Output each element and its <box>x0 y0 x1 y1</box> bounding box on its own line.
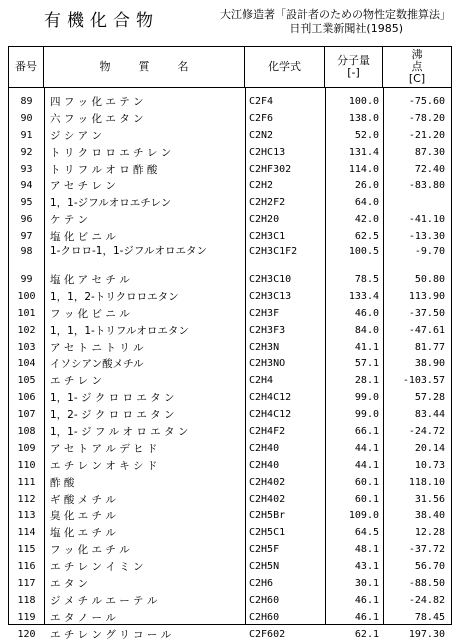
table-row <box>9 127 451 144</box>
row-boiling-point: 197.30 <box>408 628 445 640</box>
row-number: 89 <box>20 95 33 107</box>
row-boiling-point: 56.70 <box>414 561 445 573</box>
row-boiling-point: -24.82 <box>408 594 445 606</box>
row-number: 101 <box>17 307 36 319</box>
row-substance-name: 1，2- ジ ク ロ ロ エ タ ン <box>50 409 175 422</box>
row-boiling-point: 83.44 <box>414 409 445 421</box>
row-substance-name: 1，1，1-トリフルオロエタン <box>50 324 189 337</box>
table-rows <box>9 93 451 643</box>
row-number: 104 <box>17 358 36 370</box>
table-row <box>9 507 451 524</box>
row-molecular-weight: 84.0 <box>354 324 379 336</box>
row-formula: C2H5N <box>249 561 280 573</box>
row-number: 114 <box>17 527 36 539</box>
row-molecular-weight: 66.1 <box>354 425 379 437</box>
table-row <box>9 406 451 423</box>
row-number: 99 <box>20 273 33 285</box>
row-formula: C2HF302 <box>249 163 292 175</box>
row-molecular-weight: 109.0 <box>348 510 379 522</box>
source-line-2: 日刊工業新聞社(1985) <box>289 22 403 35</box>
source-line-1: 大江修造著「設計者のための物性定数推算法」 <box>220 8 451 21</box>
row-substance-name: 1，1- ジ フ ル オ ロ エ タ ン <box>50 425 189 438</box>
row-molecular-weight: 26.0 <box>354 180 379 192</box>
row-number: 116 <box>17 561 36 573</box>
row-boiling-point: -9.70 <box>414 246 445 258</box>
row-substance-name: エ チ レ ン グ リ コ ー ル <box>50 628 172 641</box>
row-number: 103 <box>17 341 36 353</box>
row-substance-name: ケ テ ン <box>50 214 89 227</box>
page-title: 有機化合物 <box>44 11 159 31</box>
row-substance-name: 塩 化 ア セ チ ル <box>50 273 130 286</box>
row-boiling-point: -41.10 <box>408 214 445 226</box>
row-number: 109 <box>17 442 36 454</box>
row-boiling-point: -13.30 <box>408 231 445 243</box>
row-boiling-point: 72.40 <box>414 163 445 175</box>
table-row <box>9 245 451 271</box>
row-substance-name: 塩 化 エ チ ル <box>50 527 116 540</box>
row-boiling-point: 38.90 <box>414 358 445 370</box>
row-number: 107 <box>17 409 36 421</box>
row-molecular-weight: 100.0 <box>348 95 379 107</box>
row-substance-name: フ ッ 化 エ チ ル <box>50 544 130 557</box>
row-substance-name: 臭 化 エ チ ル <box>50 510 116 523</box>
row-substance-name: エ チ レ ン <box>50 375 103 388</box>
row-substance-name: エ チ レ ン イ ミ ン <box>50 561 144 574</box>
row-substance-name: ジ シ ア ン <box>50 129 103 142</box>
row-number: 96 <box>20 214 33 226</box>
source-citation <box>220 8 451 36</box>
row-boiling-point: -83.80 <box>408 180 445 192</box>
row-number: 106 <box>17 392 36 404</box>
row-substance-name: 四 フ ッ 化 エ テ ン <box>50 95 144 108</box>
row-molecular-weight: 46.1 <box>354 611 379 623</box>
row-number: 91 <box>20 129 33 141</box>
header-name: 物質名 <box>44 47 245 87</box>
row-substance-name: 塩 化 ビ ニ ル <box>50 231 116 244</box>
row-boiling-point: 57.28 <box>414 392 445 404</box>
row-number: 97 <box>20 231 33 243</box>
header-boiling-point: 沸点 [C] <box>408 48 443 85</box>
row-substance-name: ア セ ト ニ ト リ ル <box>50 341 144 354</box>
table-row <box>9 491 451 508</box>
table-row <box>9 93 451 110</box>
row-substance-name: フ ッ 化 ビ ニ ル <box>50 307 130 320</box>
row-number: 112 <box>17 493 36 505</box>
table-row <box>9 626 451 643</box>
row-number: 117 <box>17 577 36 589</box>
row-molecular-weight: 100.5 <box>348 246 379 258</box>
row-substance-name: ギ 酸 メ チ ル <box>50 493 116 506</box>
row-formula: C2H5Br <box>249 510 286 522</box>
row-substance-name: エ タ ン <box>50 577 89 590</box>
row-formula: C2H60 <box>249 611 280 623</box>
table-body <box>9 87 451 641</box>
row-substance-name: ア セ チ レ ン <box>50 180 116 193</box>
row-number: 118 <box>17 594 36 606</box>
row-number: 119 <box>17 611 36 623</box>
row-boiling-point: 87.30 <box>414 146 445 158</box>
table-row <box>9 592 451 609</box>
row-substance-name: ト リ ク ロ ロ エ チ レ ン <box>50 146 172 159</box>
row-substance-name: エ チ レ ン オ キ シ ド <box>50 459 158 472</box>
row-molecular-weight: 99.0 <box>354 409 379 421</box>
row-molecular-weight: 62.5 <box>354 231 379 243</box>
table-row <box>9 305 451 322</box>
row-substance-name: 六 フ ッ 化 エ タ ン <box>50 112 144 125</box>
row-formula: C2F6 <box>249 112 274 124</box>
row-formula: C2H6 <box>249 577 274 589</box>
row-boiling-point: 12.28 <box>414 527 445 539</box>
row-formula: C2H4C12 <box>249 392 292 404</box>
row-boiling-point: -78.20 <box>408 112 445 124</box>
row-molecular-weight: 114.0 <box>348 163 379 175</box>
row-number: 98 <box>20 246 33 258</box>
row-number: 111 <box>17 476 36 488</box>
row-formula: C2H402 <box>249 493 286 505</box>
row-boiling-point: 118.10 <box>408 476 445 488</box>
table-row <box>9 389 451 406</box>
row-formula: C2H4F2 <box>249 425 286 437</box>
row-number: 102 <box>17 324 36 336</box>
table-row <box>9 372 451 389</box>
row-substance-name: 1，1，2-トリクロロエタン <box>50 290 179 303</box>
compound-table <box>8 46 452 641</box>
row-molecular-weight: 28.1 <box>354 375 379 387</box>
row-molecular-weight: 62.1 <box>354 628 379 640</box>
row-molecular-weight: 138.0 <box>348 112 379 124</box>
row-molecular-weight: 64.5 <box>354 527 379 539</box>
row-boiling-point: -24.72 <box>408 425 445 437</box>
header-formula: 化学式 <box>245 47 325 87</box>
row-boiling-point: 20.14 <box>414 442 445 454</box>
row-number: 108 <box>17 425 36 437</box>
row-substance-name: イソシアン酸メチル <box>50 358 144 371</box>
table-row <box>9 339 451 356</box>
row-molecular-weight: 30.1 <box>354 577 379 589</box>
row-boiling-point: 10.73 <box>414 459 445 471</box>
table-row <box>9 271 451 288</box>
row-formula: C2H3C13 <box>249 290 292 302</box>
row-molecular-weight: 60.1 <box>354 493 379 505</box>
row-boiling-point: -47.61 <box>408 324 445 336</box>
row-number: 92 <box>20 146 33 158</box>
row-molecular-weight: 43.1 <box>354 561 379 573</box>
row-boiling-point: -21.20 <box>408 129 445 141</box>
row-molecular-weight: 57.1 <box>354 358 379 370</box>
row-molecular-weight: 131.4 <box>348 146 379 158</box>
row-formula: C2F4 <box>249 95 274 107</box>
row-boiling-point: 50.80 <box>414 273 445 285</box>
row-substance-name: 1，1-ジフルオロエチレン <box>50 197 172 210</box>
table-row <box>9 575 451 592</box>
row-molecular-weight: 60.1 <box>354 476 379 488</box>
row-formula: C2H5C1 <box>249 527 286 539</box>
row-boiling-point: -103.57 <box>402 375 445 387</box>
table-row <box>9 211 451 228</box>
row-formula: C2H3F <box>249 307 280 319</box>
table-header <box>9 47 451 88</box>
row-substance-name: 酢 酸 <box>50 476 75 489</box>
table-row <box>9 524 451 541</box>
row-molecular-weight: 133.4 <box>348 290 379 302</box>
table-row <box>9 355 451 372</box>
row-substance-name: ア セ ト ア ル デ ヒ ド <box>50 442 158 455</box>
table-row <box>9 110 451 127</box>
table-row <box>9 457 451 474</box>
row-molecular-weight: 44.1 <box>354 459 379 471</box>
table-row <box>9 288 451 305</box>
row-formula: C2H3N <box>249 341 280 353</box>
row-formula: C2F602 <box>249 628 286 640</box>
row-substance-name: 1-クロロ-1，1-ジフルオロエタン <box>50 245 207 258</box>
row-formula: C2H40 <box>249 459 280 471</box>
table-row <box>9 423 451 440</box>
row-number: 113 <box>17 510 36 522</box>
row-boiling-point: 38.40 <box>414 510 445 522</box>
row-molecular-weight: 44.1 <box>354 442 379 454</box>
row-number: 94 <box>20 180 33 192</box>
table-row <box>9 474 451 491</box>
row-formula: C2H3C10 <box>249 273 292 285</box>
table-row <box>9 177 451 194</box>
row-boiling-point: -37.50 <box>408 307 445 319</box>
row-formula: C2H5F <box>249 544 280 556</box>
row-formula: C2HC13 <box>249 146 286 158</box>
row-molecular-weight: 64.0 <box>354 197 379 209</box>
row-formula: C2H3F3 <box>249 324 286 336</box>
row-number: 120 <box>17 628 36 640</box>
row-boiling-point: -37.72 <box>408 544 445 556</box>
row-formula: C2H402 <box>249 476 286 488</box>
row-formula: C2N2 <box>249 129 274 141</box>
row-formula: C2H4C12 <box>249 409 292 421</box>
row-formula: C2H60 <box>249 594 280 606</box>
table-row <box>9 609 451 626</box>
table-row <box>9 558 451 575</box>
row-number: 93 <box>20 163 33 175</box>
row-substance-name: 1，1- ジ ク ロ ロ エ タ ン <box>50 392 175 405</box>
row-formula: C2H2 <box>249 180 274 192</box>
table-row <box>9 228 451 245</box>
row-number: 95 <box>20 197 33 209</box>
table-row <box>9 322 451 339</box>
header-no: 番号 <box>9 47 44 87</box>
row-boiling-point: 31.56 <box>414 493 445 505</box>
header-molecular-weight: 分子量 [-] <box>325 47 383 87</box>
row-boiling-point: 78.45 <box>414 611 445 623</box>
row-number: 90 <box>20 112 33 124</box>
row-formula: C2H3NO <box>249 358 286 370</box>
row-number: 115 <box>17 544 36 556</box>
row-formula: C2H3C1F2 <box>249 246 298 258</box>
row-number: 105 <box>17 375 36 387</box>
row-molecular-weight: 46.1 <box>354 594 379 606</box>
row-number: 110 <box>17 459 36 471</box>
row-formula: C2H2F2 <box>249 197 286 209</box>
row-molecular-weight: 48.1 <box>354 544 379 556</box>
row-substance-name: ジ メ チ ル エ ー テ ル <box>50 594 158 607</box>
row-formula: C2H3C1 <box>249 231 286 243</box>
row-boiling-point: -75.60 <box>408 95 445 107</box>
row-molecular-weight: 42.0 <box>354 214 379 226</box>
row-boiling-point: -88.50 <box>408 577 445 589</box>
row-molecular-weight: 78.5 <box>354 273 379 285</box>
row-molecular-weight: 52.0 <box>354 129 379 141</box>
row-boiling-point: 81.77 <box>414 341 445 353</box>
row-substance-name: エ タ ノ ー ル <box>50 611 116 624</box>
table-row <box>9 440 451 457</box>
row-number: 100 <box>17 290 36 302</box>
table-row <box>9 194 451 211</box>
row-boiling-point: 113.90 <box>408 290 445 302</box>
row-molecular-weight: 41.1 <box>354 341 379 353</box>
row-molecular-weight: 99.0 <box>354 392 379 404</box>
row-formula: C2H20 <box>249 214 280 226</box>
table-row <box>9 144 451 161</box>
table-row <box>9 161 451 178</box>
row-formula: C2H40 <box>249 442 280 454</box>
row-formula: C2H4 <box>249 375 274 387</box>
row-substance-name: ト リ フ ル オ ロ 酢 酸 <box>50 163 158 176</box>
table-row <box>9 541 451 558</box>
row-molecular-weight: 46.0 <box>354 307 379 319</box>
